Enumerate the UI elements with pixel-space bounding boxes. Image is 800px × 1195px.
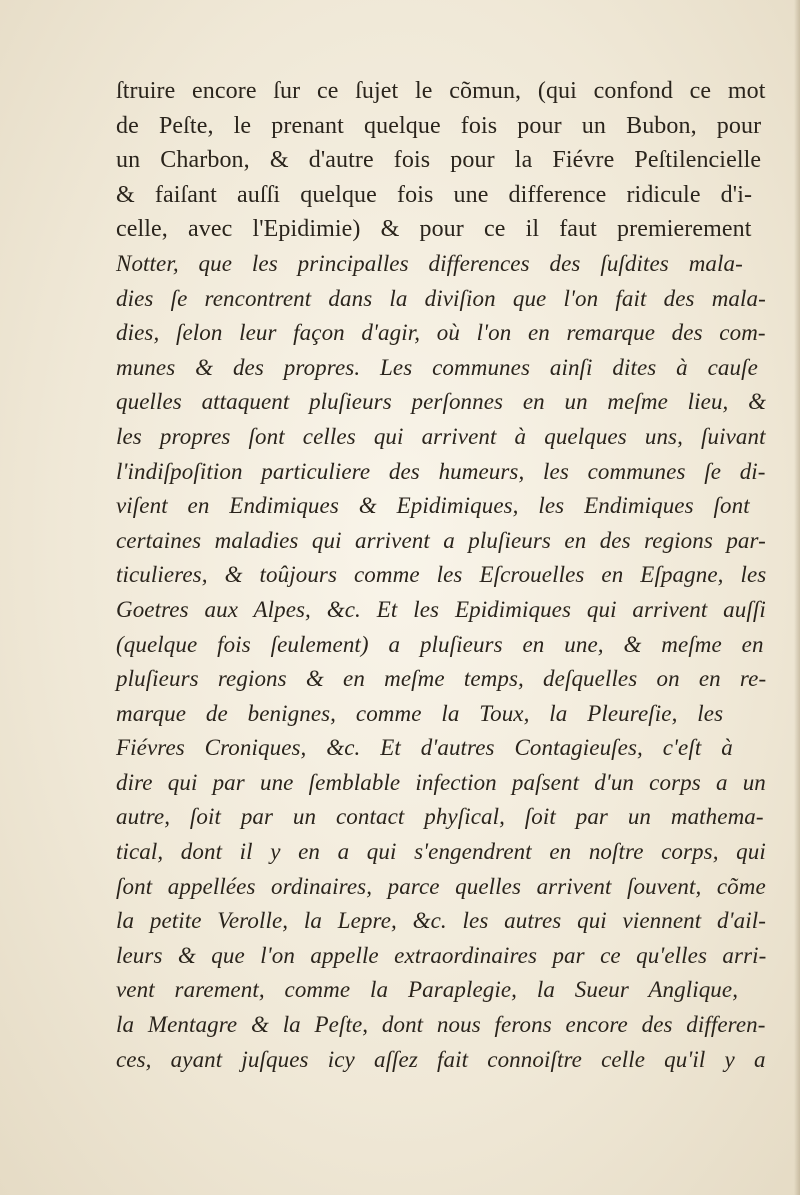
text-line: ticulieres, & toûjours comme les Eſcrouelles en Eſpagne, les [116, 562, 767, 588]
page-edge-shadow [794, 0, 800, 1195]
text-line: de Peſte, le prenant quelque fois pour un Bubon, pour [116, 112, 762, 139]
text-line: certaines maladies qui arrivent a pluſieurs en des regions par- [116, 527, 766, 553]
text-line: ſtruire encore ſur ce ſujet le cõmun, (qui confond ce mot [116, 78, 766, 104]
text-line: Goetres aux Alpes, &c. Et les Epidimiques qui arrivent auſſi [116, 596, 766, 622]
text-line: Fiévres Croniques, &c. Et d'autres Contagieuſes, c'eſt à [116, 735, 733, 761]
text-line: (quelque fois ſeulement) a pluſieurs en une, & meſme en [116, 631, 764, 657]
text-line: ſont appellées ordinaires, parce quelles arrivent ſouvent, cõme [116, 873, 766, 899]
text-line: leurs & que l'on appelle extraordinaires par ce qu'elles arri- [116, 942, 767, 968]
text-line: dire qui par une ſemblable infection paſsent d'un corps a un [116, 769, 766, 795]
text-line: quelles attaquent pluſieurs perſonnes en un meſme lieu, & [116, 389, 767, 415]
text-line: un Charbon, & d'autre fois pour la Fiévre Peſtilencielle [116, 147, 762, 174]
text-line: la Mentagre & la Peſte, dont nous ferons encore des differen- [116, 1012, 766, 1038]
text-line: celle, avec l'Epidimie) & pour ce il faut premierement [116, 216, 752, 243]
text-line: marque de benignes, comme la Toux, la Pleureſie, les [116, 700, 724, 726]
text-line: tical, dont il y en a qui s'engendrent en noſtre corps, qui [116, 839, 766, 865]
text-line: Notter, que les principalles differences des ſuſdites mala- [116, 250, 743, 276]
text-line: viſent en Endimiques & Epidimiques, les Endimiques ſont [116, 493, 750, 519]
text-line: munes & des propres. Les communes ainſi dites à cauſe [116, 354, 758, 380]
text-line: pluſieurs regions & en meſme temps, deſquelles on en re- [116, 666, 767, 692]
text-line: autre, ſoit par un contact phyſical, ſoit par un mathema- [116, 804, 764, 830]
text-line: dies ſe rencontrent dans la diviſion que l'on fait des mala- [116, 285, 766, 311]
text-line: l'indiſpoſition particuliere des humeurs, les communes ſe di- [116, 458, 766, 484]
text-line: ces, ayant juſques icy aſſez fait connoiſtre celle qu'il y a [116, 1046, 766, 1072]
text-line: vent rarement, comme la Paraplegie, la Sueur Anglique, [116, 977, 739, 1003]
page-text-block [116, 74, 766, 1077]
text-line: & faiſant auſſi quelque fois une difference ridicule d'i- [116, 181, 753, 208]
text-line: les propres ſont celles qui arrivent à quelques uns, ſuivant [116, 423, 766, 449]
text-line: la petite Verolle, la Lepre, &c. les autres qui viennent d'ail- [116, 908, 766, 934]
text-line: dies, ſelon leur façon d'agir, où l'on en remarque des com- [116, 320, 766, 346]
